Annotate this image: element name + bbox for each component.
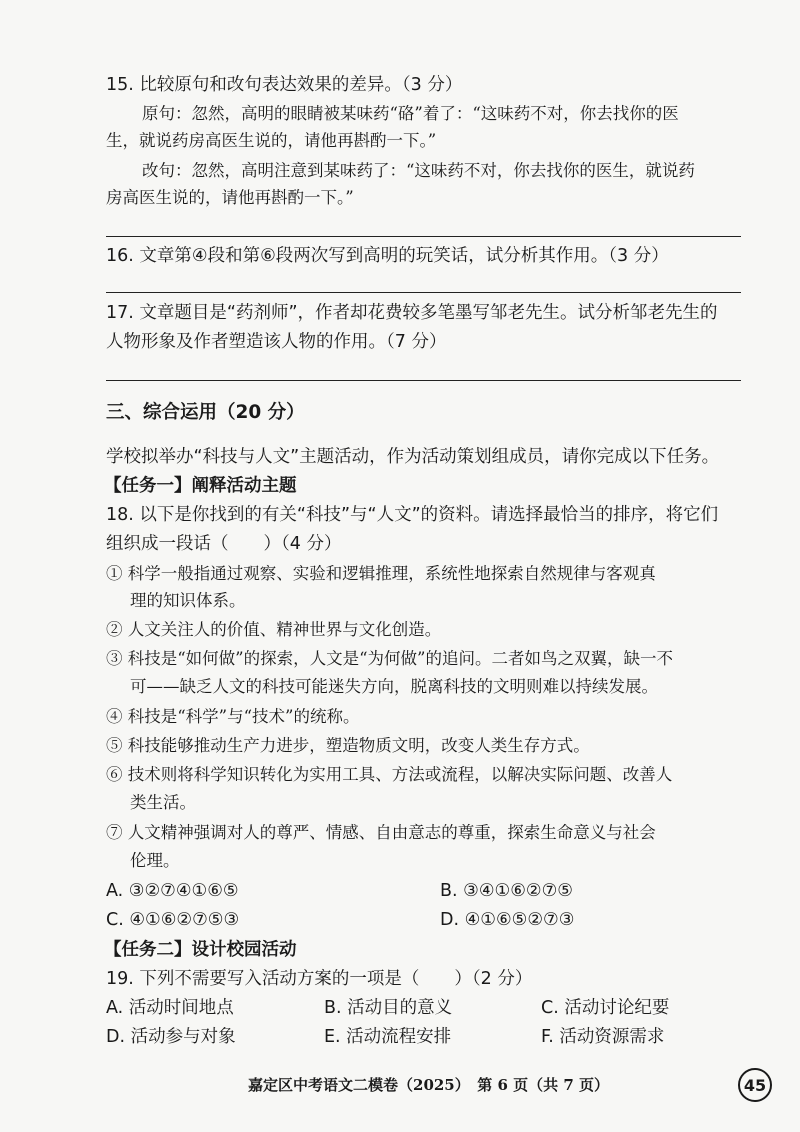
page-footer: 嘉定区中考语文二模卷（2025） 第 6 页（共 7 页） bbox=[248, 1076, 610, 1094]
q18-option-c[interactable]: C. ④①⑥②⑦⑤③ bbox=[106, 910, 240, 930]
q18-item-3-line-2: 可——缺乏人文的科技可能迷失方向，脱离科技的文明则难以持续发展。 bbox=[130, 677, 658, 696]
q18-item-4: ④ 科技是“科学”与“技术”的统称。 bbox=[106, 707, 360, 726]
q17-title-line-1: 17. 文章题目是“药剂师”，作者却花费较多笔墨写邹老先生。试分析邹老先生的 bbox=[106, 303, 718, 323]
task1-heading: 【任务一】阐释活动主题 bbox=[104, 476, 297, 496]
q15-revised-line-1: 改句：忽然，高明注意到某味药了：“这味药不对，你去找你的医生，就说药 bbox=[142, 161, 695, 180]
q18-item-3-line-1: ③ 科技是“如何做”的探索，人文是“为何做”的追问。二者如鸟之双翼，缺一不 bbox=[106, 649, 673, 668]
section3-intro: 学校拟举办“科技与人文”主题活动，作为活动策划组成员，请你完成以下任务。 bbox=[106, 447, 720, 467]
q15-original-line-1: 原句：忽然，高明的眼睛被某味药“硌”着了：“这味药不对，你去找你的医 bbox=[142, 104, 679, 123]
q18-item-6-line-2: 类生活。 bbox=[130, 793, 196, 812]
q15-title: 15. 比较原句和改句表达效果的差异。（3 分） bbox=[106, 75, 463, 95]
q18-title-line-1: 18. 以下是你找到的有关“科技”与“人文”的资料。请选择最恰当的排序，将它们 bbox=[106, 505, 719, 525]
section3-heading: 三、综合运用（20 分） bbox=[106, 402, 305, 423]
q19-option-e[interactable]: E. 活动流程安排 bbox=[324, 1027, 452, 1047]
q17-answer-line[interactable] bbox=[106, 380, 741, 381]
q18-option-a[interactable]: A. ③②⑦④①⑥⑤ bbox=[106, 881, 239, 901]
q18-item-1-line-2: 理的知识体系。 bbox=[130, 591, 246, 610]
q19-option-d[interactable]: D. 活动参与对象 bbox=[106, 1027, 236, 1047]
q18-item-6-line-1: ⑥ 技术则将科学知识转化为实用工具、方法或流程，以解决实际问题、改善人 bbox=[106, 765, 673, 784]
q18-item-2: ② 人文关注人的价值、精神世界与文化创造。 bbox=[106, 620, 442, 639]
q18-option-d[interactable]: D. ④①⑥⑤②⑦③ bbox=[440, 910, 575, 930]
q16-title: 16. 文章第④段和第⑥段两次写到高明的玩笑话，试分析其作用。（3 分） bbox=[106, 246, 669, 266]
q15-original-line-2: 生，就说药房高医生说的，请他再斟酌一下。” bbox=[106, 131, 437, 150]
q16-answer-line[interactable] bbox=[106, 292, 741, 293]
q15-answer-line[interactable] bbox=[106, 236, 741, 237]
page-number-badge: 45 bbox=[738, 1068, 772, 1102]
q19-option-b[interactable]: B. 活动目的意义 bbox=[324, 998, 453, 1018]
q18-item-5: ⑤ 科技能够推动生产力进步，塑造物质文明，改变人类生存方式。 bbox=[106, 736, 590, 755]
q17-title-line-2: 人物形象及作者塑造该人物的作用。（7 分） bbox=[106, 332, 447, 352]
q15-revised-line-2: 房高医生说的，请他再斟酌一下。” bbox=[106, 188, 354, 207]
q19-option-a[interactable]: A. 活动时间地点 bbox=[106, 998, 234, 1018]
q19-title: 19. 下列不需要写入活动方案的一项是（ ）（2 分） bbox=[106, 969, 533, 989]
q18-item-7-line-1: ⑦ 人文精神强调对人的尊严、情感、自由意志的尊重，探索生命意义与社会 bbox=[106, 823, 656, 842]
q18-item-7-line-2: 伦理。 bbox=[130, 851, 180, 870]
q18-item-1-line-1: ① 科学一般指通过观察、实验和逻辑推理，系统性地探索自然规律与客观真 bbox=[106, 564, 656, 583]
q19-option-c[interactable]: C. 活动讨论纪要 bbox=[541, 998, 670, 1018]
q19-option-f[interactable]: F. 活动资源需求 bbox=[541, 1027, 665, 1047]
q18-title-line-2: 组织成一段话（ ）（4 分） bbox=[106, 534, 342, 554]
q18-option-b[interactable]: B. ③④①⑥②⑦⑤ bbox=[440, 881, 573, 901]
task2-heading: 【任务二】设计校园活动 bbox=[104, 940, 297, 960]
